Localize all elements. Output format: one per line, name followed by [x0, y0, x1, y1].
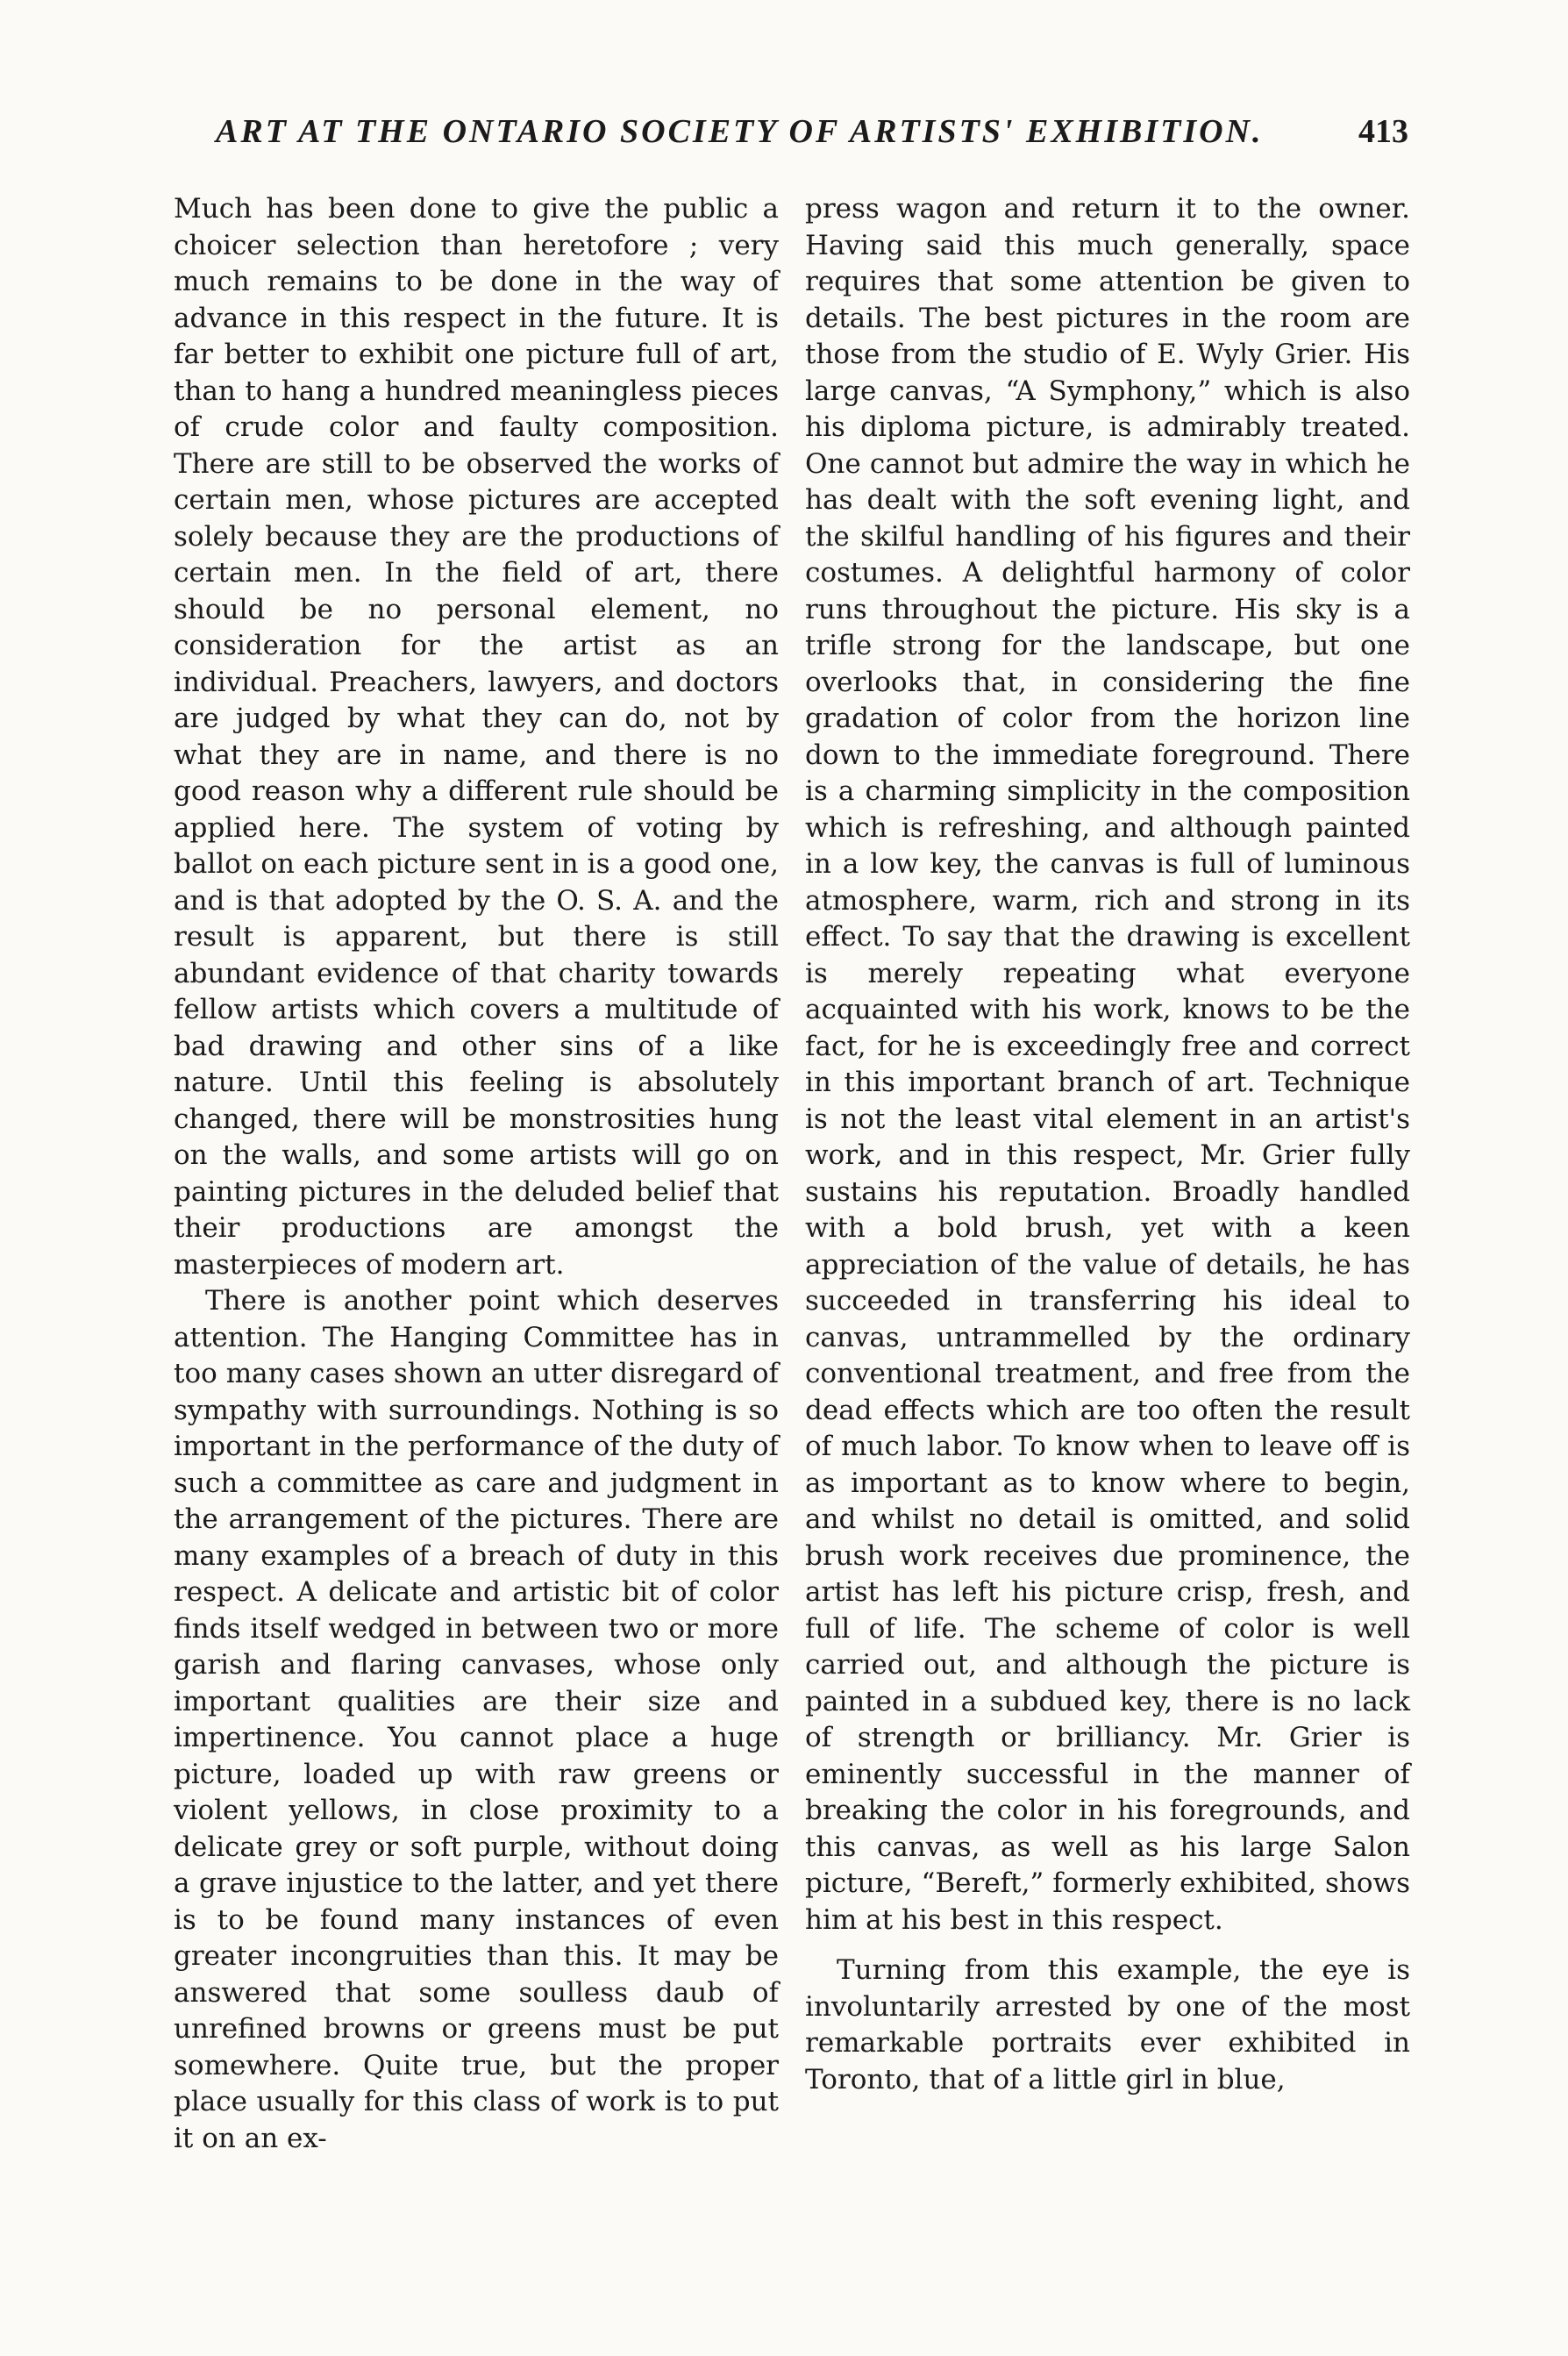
running-title: ART AT THE ONTARIO SOCIETY OF ARTISTS' EXHIBITION.: [216, 113, 1264, 150]
right-column: [805, 191, 1410, 2098]
left-column: [174, 191, 779, 2157]
right-paragraph-1: press wagon and return it to the owner. Having said this much generally, space requires that some attention be given to details. The best pictures in the room are those from the studio of E. Wyly Grier. His large canvas, “A Symphony,” which is also his diploma picture, is admirably treated. One cannot but admire the way in which he has dealt with the soft evening light, and the skilful handling of his figures and their costumes. A delightful harmony of color runs throughout the picture. His sky is a trifle strong for the landscape, but one overlooks that, in considering the fine gradation of color from the horizon line down to the immediate foreground. There is a charming simplicity in the composition which is refreshing, and although painted in a low key, the canvas is full of luminous atmosphere, warm, rich and strong in its effect. To say that the drawing is excellent is merely repeating what everyone acquainted with his work, knows to be the fact, for he is exceedingly free and correct in this important branch of art. Technique is not the least vital element in an artist's work, and in this respect, Mr. Grier fully sustains his reputation. Broadly handled with a bold brush, yet with a keen appreciation of the value of details, he has succeeded in transferring his ideal to canvas, untrammelled by the ordinary conventional treatment, and free from the dead effects which are too often the result of much labor. To know when to leave off is as important as to know where to begin, and whilst no detail is omitted, and solid brush work receives due prominence, the artist has left his picture crisp, fresh, and full of life. The scheme of color is well carried out, and although the picture is painted in a subdued key, there is no lack of strength or brilliancy. Mr. Grier is eminently successful in the manner of breaking the color in his foregrounds, and this canvas, as well as his large Salon picture, “Bereft,” formerly exhibited, shows him at his best in this respect.: [805, 193, 1410, 1936]
left-paragraph-1: Much has been done to give the public a choicer selection than heretofore ; very much remains to be done in the way of advance in this respect in the future. It is far better to exhibit one picture full of art, than to hang a hundred meaningless pieces of crude color and faulty composition. There are still to be observed the works of certain men, whose pictures are accepted solely because they are the productions of certain men. In the field of art, there should be no personal element, no consideration for the artist as an individual. Preachers, lawyers, and doctors are judged by what they can do, not by what they are in name, and there is no good reason why a different rule should be applied here. The system of voting by ballot on each picture sent in is a good one, and is that adopted by the O. S. A. and the result is apparent, but there is still abundant evidence of that charity towards fellow artists which covers a multitude of bad drawing and other sins of a like nature. Until this feeling is absolutely changed, there will be monstrosities hung on the walls, and some artists will go on painting pictures in the deluded belief that their productions are amongst the masterpieces of modern art.: [174, 193, 779, 1281]
page-header: [216, 112, 1408, 165]
left-paragraph-2: There is another point which deserves attention. The Hanging Committee has in too many cases shown an utter disregard of sympathy with surroundings. Nothing is so important in the performance of the duty of such a committee as care and judgment in the arrangement of the pictures. There are many examples of a breach of duty in this respect. A delicate and artistic bit of color finds itself wedged in between two or more garish and flaring canvases, whose only important qualities are their size and impertinence. You cannot place a huge picture, loaded up with raw greens or violent yellows, in close proximity to a delicate grey or soft purple, without doing a grave injustice to the latter, and yet there is to be found many instances of even greater incongruities than this. It may be answered that some soulless daub of unrefined browns or greens must be put somewhere. Quite true, but the proper place usually for this class of work is to put it on an ex-: [174, 1285, 779, 2154]
page-number: 413: [1358, 113, 1408, 150]
right-paragraph-2: Turning from this example, the eye is involuntarily arrested by one of the most remarkable portraits ever exhibited in Toronto, that of a little girl in blue,: [805, 1954, 1410, 2095]
